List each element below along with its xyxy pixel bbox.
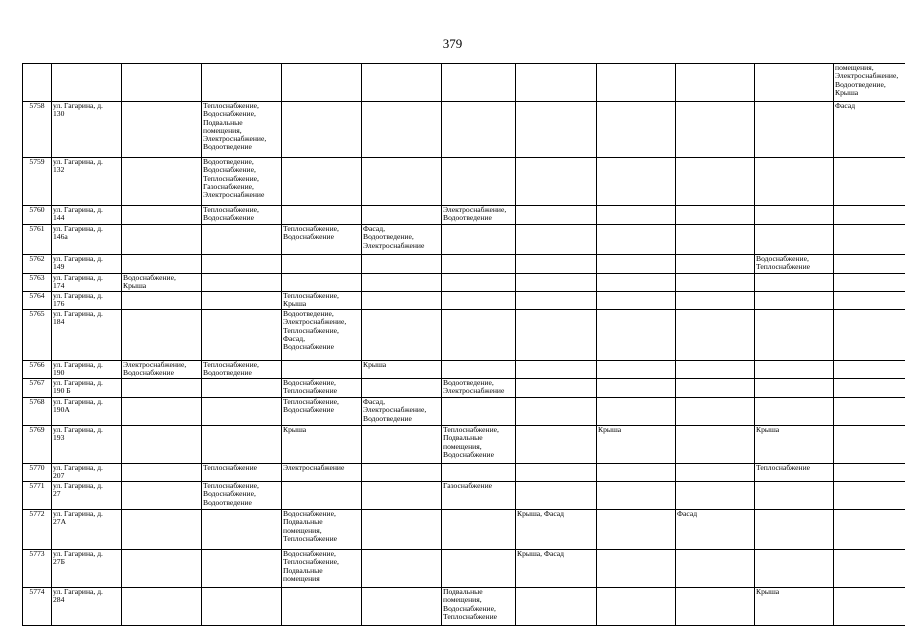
table-row [23, 464, 905, 482]
works-cell [597, 102, 676, 158]
works-cell: Крыша [282, 426, 362, 464]
address-cell: ул. Гагарина, д. 176 [52, 292, 122, 310]
address-cell: ул. Гагарина, д. 284 [52, 588, 122, 626]
works-cell [362, 206, 442, 225]
works-cell [755, 225, 834, 255]
works-cell: Теплоснабжение, Водоснабжение [282, 398, 362, 426]
works-cell [282, 206, 362, 225]
works-cell [834, 274, 905, 292]
works-cell [516, 255, 597, 274]
table-row [23, 588, 905, 626]
works-cell [122, 206, 202, 225]
works-cell [834, 206, 905, 225]
works-cell [834, 588, 905, 626]
works-cell [516, 379, 597, 398]
works-cell [442, 398, 516, 426]
works-cell [442, 158, 516, 206]
works-cell [202, 550, 282, 588]
works-cell [202, 255, 282, 274]
works-cell [362, 102, 442, 158]
works-cell [516, 225, 597, 255]
works-cell [755, 550, 834, 588]
works-cell [676, 550, 755, 588]
row-number-cell: 5771 [23, 482, 52, 510]
works-cell [676, 225, 755, 255]
works-cell [834, 225, 905, 255]
works-cell [755, 158, 834, 206]
works-cell [676, 361, 755, 379]
row-number-cell: 5762 [23, 255, 52, 274]
works-cell [597, 510, 676, 550]
row-number-cell: 5766 [23, 361, 52, 379]
works-cell [202, 225, 282, 255]
row-number-cell [23, 64, 52, 102]
table-row [23, 255, 905, 274]
works-cell [755, 310, 834, 361]
table-row [23, 310, 905, 361]
works-cell [676, 64, 755, 102]
address-cell [52, 64, 122, 102]
works-cell: помещения, Электроснабжение, Водоотведение, Крыша [834, 64, 905, 102]
works-cell [122, 310, 202, 361]
works-cell [516, 310, 597, 361]
works-cell: Газоснабжение [442, 482, 516, 510]
page-number: 379 [442, 36, 463, 51]
works-cell: Водоснабжение, Теплоснабжение [282, 379, 362, 398]
works-cell [442, 292, 516, 310]
works-cell [362, 64, 442, 102]
works-cell [676, 588, 755, 626]
works-cell [834, 464, 905, 482]
works-cell [834, 426, 905, 464]
table-row [23, 274, 905, 292]
works-cell [442, 310, 516, 361]
row-number-cell: 5764 [23, 292, 52, 310]
works-cell [362, 588, 442, 626]
works-cell [597, 225, 676, 255]
works-cell [122, 550, 202, 588]
address-cell: ул. Гагарина, д. 190 [52, 361, 122, 379]
works-cell [755, 206, 834, 225]
works-cell [597, 361, 676, 379]
address-cell: ул. Гагарина, д. 146а [52, 225, 122, 255]
row-number-cell: 5761 [23, 225, 52, 255]
works-cell: Крыша [362, 361, 442, 379]
works-cell [755, 64, 834, 102]
works-cell: Водоотведение, Электроснабжение, Теплоснабжение, Фасад, Водоснабжение [282, 310, 362, 361]
table-row [23, 510, 905, 550]
table-row [23, 550, 905, 588]
table-row [23, 482, 905, 510]
table-body [23, 64, 905, 626]
works-cell: Теплоснабжение, Водоотведение [202, 361, 282, 379]
address-cell: ул. Гагарина, д. 130 [52, 102, 122, 158]
works-cell: Электроснабжение, Водоснабжение [122, 361, 202, 379]
works-cell [362, 255, 442, 274]
works-cell [597, 255, 676, 274]
works-cell: Крыша [755, 588, 834, 626]
works-cell [755, 379, 834, 398]
works-cell [597, 206, 676, 225]
works-cell: Теплоснабжение, Водоснабжение, Подвальные помещения, Электроснабжение, Водоотведение [202, 102, 282, 158]
address-cell: ул. Гагарина, д. 190А [52, 398, 122, 426]
works-cell [676, 255, 755, 274]
works-cell [676, 379, 755, 398]
works-cell [122, 102, 202, 158]
works-cell [834, 310, 905, 361]
works-cell: Водоснабжение, Теплоснабжение [755, 255, 834, 274]
works-cell [755, 482, 834, 510]
row-number-cell: 5770 [23, 464, 52, 482]
works-cell [676, 398, 755, 426]
works-cell [597, 158, 676, 206]
works-cell [676, 206, 755, 225]
address-cell: ул. Гагарина, д. 27А [52, 510, 122, 550]
works-cell [597, 64, 676, 102]
works-cell: Крыша, Фасад [516, 550, 597, 588]
works-cell [122, 379, 202, 398]
works-cell [202, 274, 282, 292]
works-cell [834, 550, 905, 588]
address-cell: ул. Гагарина, д. 132 [52, 158, 122, 206]
row-number-cell: 5759 [23, 158, 52, 206]
works-cell [122, 426, 202, 464]
address-cell: ул. Гагарина, д. 193 [52, 426, 122, 464]
works-cell [362, 510, 442, 550]
works-cell [597, 398, 676, 426]
works-cell: Теплоснабжение, Крыша [282, 292, 362, 310]
works-cell: Электроснабжение, Водоотведение [442, 206, 516, 225]
works-cell [676, 464, 755, 482]
works-cell [516, 361, 597, 379]
works-cell [516, 158, 597, 206]
works-cell: Электроснабжение [282, 464, 362, 482]
works-cell [834, 482, 905, 510]
works-cell [597, 464, 676, 482]
works-cell [122, 464, 202, 482]
table-row [23, 379, 905, 398]
works-cell [122, 510, 202, 550]
works-cell: Теплоснабжение, Водоснабжение [202, 206, 282, 225]
works-cell [362, 464, 442, 482]
works-cell [282, 274, 362, 292]
works-cell: Фасад, Водоотведение, Электроснабжение [362, 225, 442, 255]
row-number-cell: 5767 [23, 379, 52, 398]
table-row [23, 158, 905, 206]
works-cell [202, 64, 282, 102]
row-number-cell: 5768 [23, 398, 52, 426]
works-cell [122, 398, 202, 426]
table-row [23, 426, 905, 464]
works-cell [442, 550, 516, 588]
works-cell [442, 464, 516, 482]
works-cell [202, 292, 282, 310]
works-cell [362, 426, 442, 464]
works-cell: Фасад [676, 510, 755, 550]
works-cell [362, 158, 442, 206]
works-cell [676, 482, 755, 510]
works-cell [362, 482, 442, 510]
address-cell: ул. Гагарина, д. 27Б [52, 550, 122, 588]
works-cell [442, 64, 516, 102]
address-cell: ул. Гагарина, д. 184 [52, 310, 122, 361]
works-cell: Подвальные помещения, Водоснабжение, Теплоснабжение [442, 588, 516, 626]
address-cell: ул. Гагарина, д. 190 Б [52, 379, 122, 398]
works-cell [122, 482, 202, 510]
works-cell [202, 588, 282, 626]
works-cell [282, 158, 362, 206]
works-cell [516, 64, 597, 102]
table-row [23, 398, 905, 426]
works-cell [834, 158, 905, 206]
repair-schedule-table [22, 63, 905, 626]
works-cell [122, 292, 202, 310]
works-cell [442, 361, 516, 379]
works-cell [442, 255, 516, 274]
works-cell [597, 588, 676, 626]
works-cell: Фасад, Электроснабжение, Водоотведение [362, 398, 442, 426]
row-number-cell: 5772 [23, 510, 52, 550]
works-cell [676, 274, 755, 292]
works-cell: Водоотведение, Электроснабжение [442, 379, 516, 398]
works-cell [362, 550, 442, 588]
works-cell [755, 102, 834, 158]
works-cell [516, 464, 597, 482]
works-cell [597, 379, 676, 398]
works-cell: Теплоснабжение, Водоснабжение, Водоотведение [202, 482, 282, 510]
table-row [23, 102, 905, 158]
works-cell [597, 550, 676, 588]
works-cell [122, 225, 202, 255]
row-number-cell: 5773 [23, 550, 52, 588]
table-row [23, 292, 905, 310]
works-cell [676, 102, 755, 158]
works-cell [834, 361, 905, 379]
works-cell [122, 255, 202, 274]
works-cell [516, 398, 597, 426]
row-number-cell: 5765 [23, 310, 52, 361]
works-cell [676, 158, 755, 206]
works-cell [597, 274, 676, 292]
works-cell [202, 510, 282, 550]
works-cell [122, 64, 202, 102]
table-row [23, 225, 905, 255]
works-cell [442, 510, 516, 550]
table-row [23, 206, 905, 225]
works-cell [202, 379, 282, 398]
works-cell: Водоснабжение, Теплоснабжение, Подвальные помещения [282, 550, 362, 588]
works-cell [442, 274, 516, 292]
works-cell [282, 102, 362, 158]
works-cell [442, 102, 516, 158]
works-cell [282, 64, 362, 102]
works-cell [516, 482, 597, 510]
works-cell [202, 310, 282, 361]
works-cell [597, 292, 676, 310]
works-cell [755, 274, 834, 292]
row-number-cell: 5763 [23, 274, 52, 292]
works-cell: Водоснабжение, Подвальные помещения, Теплоснабжение [282, 510, 362, 550]
works-cell [516, 588, 597, 626]
address-cell: ул. Гагарина, д. 144 [52, 206, 122, 225]
works-cell [362, 292, 442, 310]
works-cell [676, 292, 755, 310]
works-cell: Крыша [755, 426, 834, 464]
works-cell [755, 292, 834, 310]
works-cell: Теплоснабжение [755, 464, 834, 482]
works-cell [202, 398, 282, 426]
works-cell [516, 206, 597, 225]
works-cell: Фасад [834, 102, 905, 158]
row-number-cell: 5760 [23, 206, 52, 225]
works-cell [676, 426, 755, 464]
works-cell [362, 274, 442, 292]
works-cell [122, 158, 202, 206]
works-cell [834, 398, 905, 426]
row-number-cell: 5769 [23, 426, 52, 464]
works-cell: Водоотведение, Водоснабжение, Теплоснабжение, Газоснабжение, Электроснабжение [202, 158, 282, 206]
address-cell: ул. Гагарина, д. 149 [52, 255, 122, 274]
works-cell [834, 255, 905, 274]
works-cell [755, 361, 834, 379]
works-cell [597, 482, 676, 510]
row-number-cell: 5758 [23, 102, 52, 158]
works-cell: Крыша, Фасад [516, 510, 597, 550]
works-cell [516, 292, 597, 310]
address-cell: ул. Гагарина, д. 174 [52, 274, 122, 292]
works-cell: Теплоснабжение, Подвальные помещения, Водоснабжение [442, 426, 516, 464]
works-cell [834, 510, 905, 550]
works-cell [676, 310, 755, 361]
works-cell: Теплоснабжение, Водоснабжение [282, 225, 362, 255]
works-cell [755, 510, 834, 550]
works-cell: Крыша [597, 426, 676, 464]
works-cell [597, 310, 676, 361]
works-cell [755, 398, 834, 426]
works-cell [516, 426, 597, 464]
works-cell: Водоснабжение, Крыша [122, 274, 202, 292]
table-row [23, 64, 905, 102]
works-cell [362, 379, 442, 398]
address-cell: ул. Гагарина, д. 207 [52, 464, 122, 482]
works-cell [282, 482, 362, 510]
address-cell: ул. Гагарина, д. 27 [52, 482, 122, 510]
works-cell [282, 588, 362, 626]
works-cell [834, 379, 905, 398]
table-row [23, 361, 905, 379]
works-cell [362, 310, 442, 361]
works-cell [202, 426, 282, 464]
works-cell [516, 274, 597, 292]
works-cell [834, 292, 905, 310]
works-cell [122, 588, 202, 626]
works-cell [282, 361, 362, 379]
works-cell: Теплоснабжение [202, 464, 282, 482]
works-cell [442, 225, 516, 255]
works-cell [282, 255, 362, 274]
row-number-cell: 5774 [23, 588, 52, 626]
works-cell [516, 102, 597, 158]
